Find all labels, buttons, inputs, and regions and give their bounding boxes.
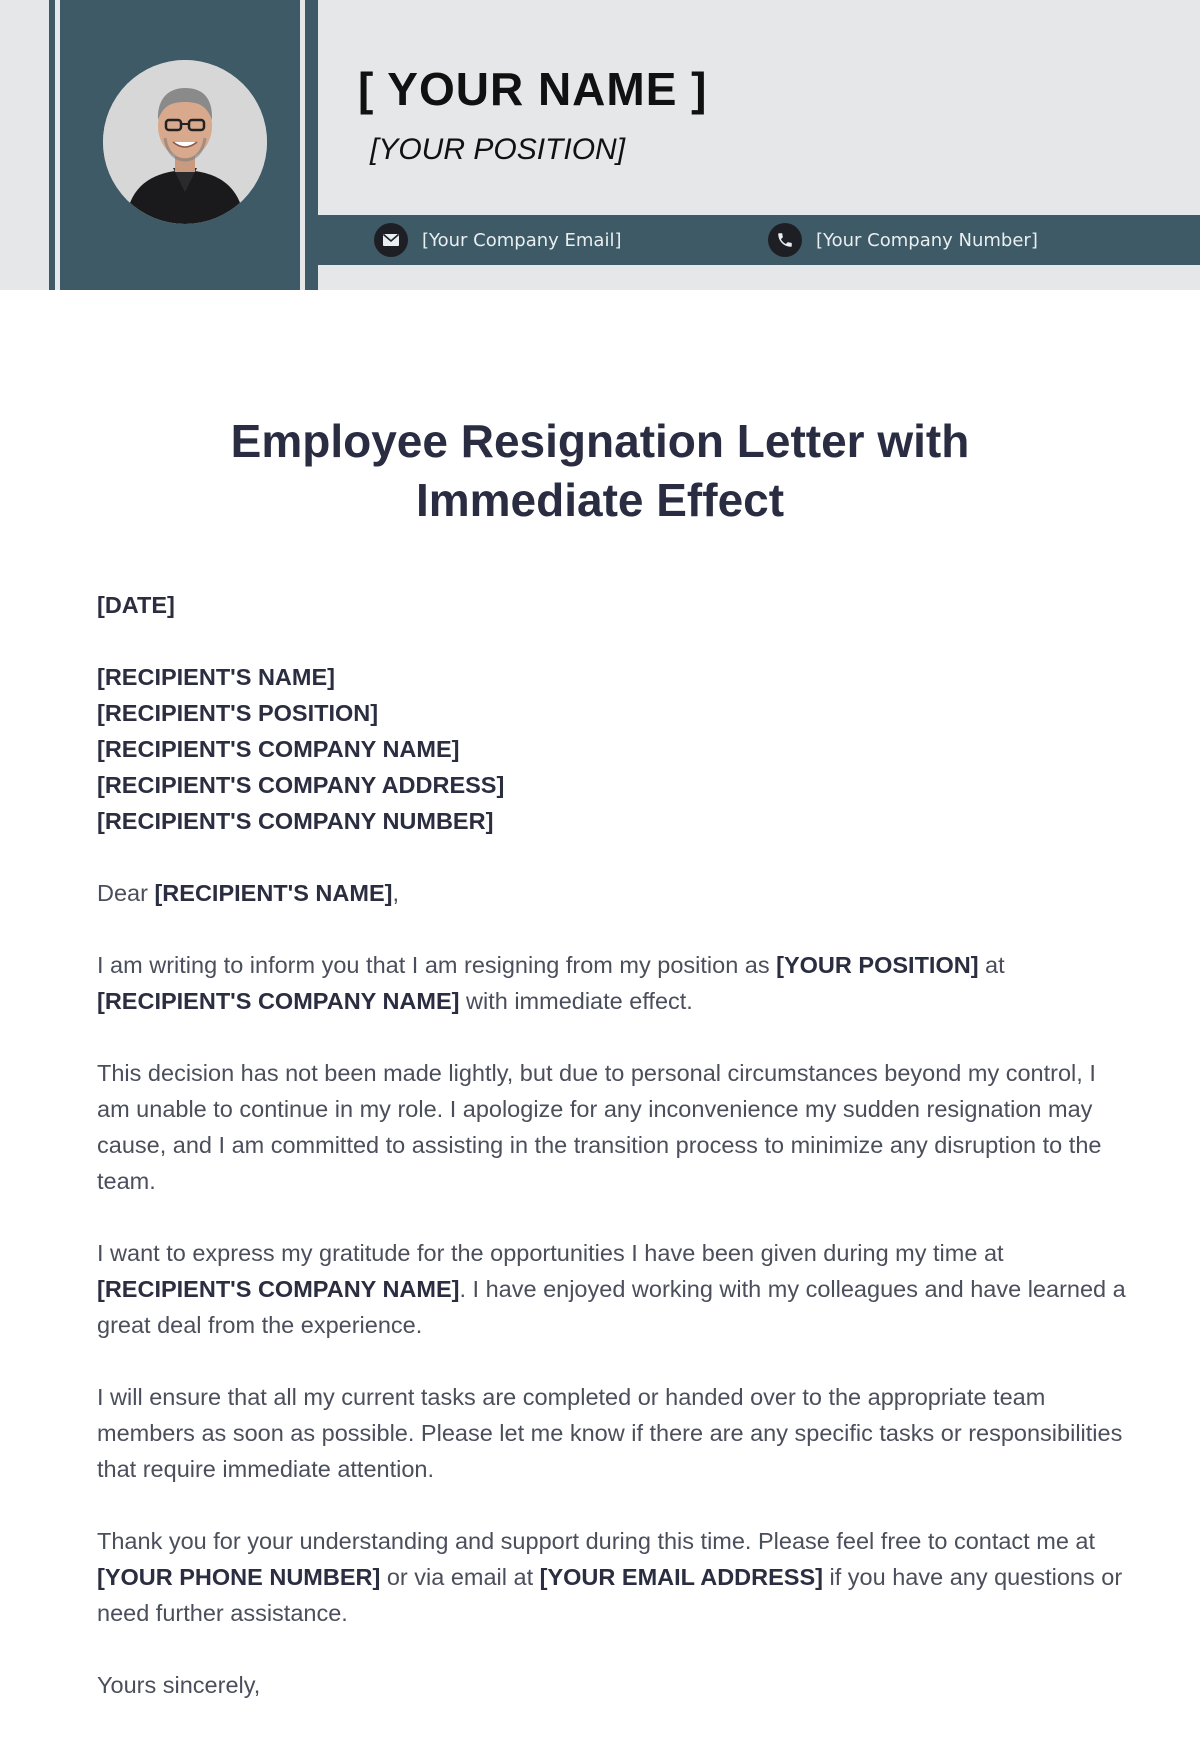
- contact-email: [374, 215, 622, 265]
- paragraph-4: I will ensure that all my current tasks are completed or handed over to the appropriate team members as soon as possible. Please let me know if there are any specific tasks or responsibilities that require immediate attention.: [97, 1384, 1123, 1482]
- paragraph-5: Thank you for your understanding and support during this time. Please feel free to contact me at [YOUR PHONE NUMBER] or via email at [YOUR EMAIL ADDRESS] if you have any questions or need further assistance.: [97, 1528, 1123, 1626]
- recipient-position: [RECIPIENT'S POSITION]: [97, 700, 379, 726]
- side-divider-left: [55, 0, 60, 290]
- recipient-company-number: [RECIPIENT'S COMPANY NUMBER]: [97, 808, 494, 834]
- sender-position: [YOUR POSITION]: [370, 133, 626, 166]
- date: [DATE]: [97, 592, 175, 618]
- phone-text: [Your Company Number]: [816, 229, 1038, 251]
- paragraph-3: I want to express my gratitude for the opportunities I have been given during my time at [RECIPIENT'S COMPANY NAME]. I have enjoyed working with my colleagues and have learned a great deal from the experience.: [97, 1240, 1126, 1338]
- recipient-company-address: [RECIPIENT'S COMPANY ADDRESS]: [97, 772, 505, 798]
- phone-icon: [768, 223, 802, 257]
- closing: Yours sincerely,: [97, 1672, 261, 1698]
- envelope-icon: [374, 223, 408, 257]
- title-line-1: Employee Resignation Letter with: [230, 415, 970, 467]
- recipient-block: [97, 659, 1127, 839]
- avatar-illustration: [103, 60, 267, 224]
- contact-phone: [768, 215, 1038, 265]
- contact-bar: [318, 215, 1200, 265]
- sender-name: [ YOUR NAME ]: [358, 63, 708, 115]
- salutation: Dear [RECIPIENT'S NAME],: [97, 880, 399, 906]
- paragraph-2: This decision has not been made lightly, but due to personal circumstances beyond my control, I am unable to continue in my role. I apologize for any inconvenience my sudden resignation may cause, and I am committed to assisting in the transition process to minimize any disruption to the team.: [97, 1060, 1102, 1194]
- recipient-name: [RECIPIENT'S NAME]: [97, 664, 335, 690]
- title-line-2: Immediate Effect: [415, 474, 785, 526]
- recipient-company-name: [RECIPIENT'S COMPANY NAME]: [97, 736, 460, 762]
- paragraph-1: I am writing to inform you that I am resigning from my position as [YOUR POSITION] at [RECIPIENT'S COMPANY NAME] with immediate effect.: [97, 952, 1005, 1014]
- letterhead: [0, 0, 1200, 290]
- avatar-photo: [103, 60, 267, 224]
- email-text: [Your Company Email]: [422, 229, 622, 251]
- letter-body: [97, 587, 1127, 1739]
- side-divider-right: [300, 0, 305, 290]
- letter-title: [0, 412, 1200, 530]
